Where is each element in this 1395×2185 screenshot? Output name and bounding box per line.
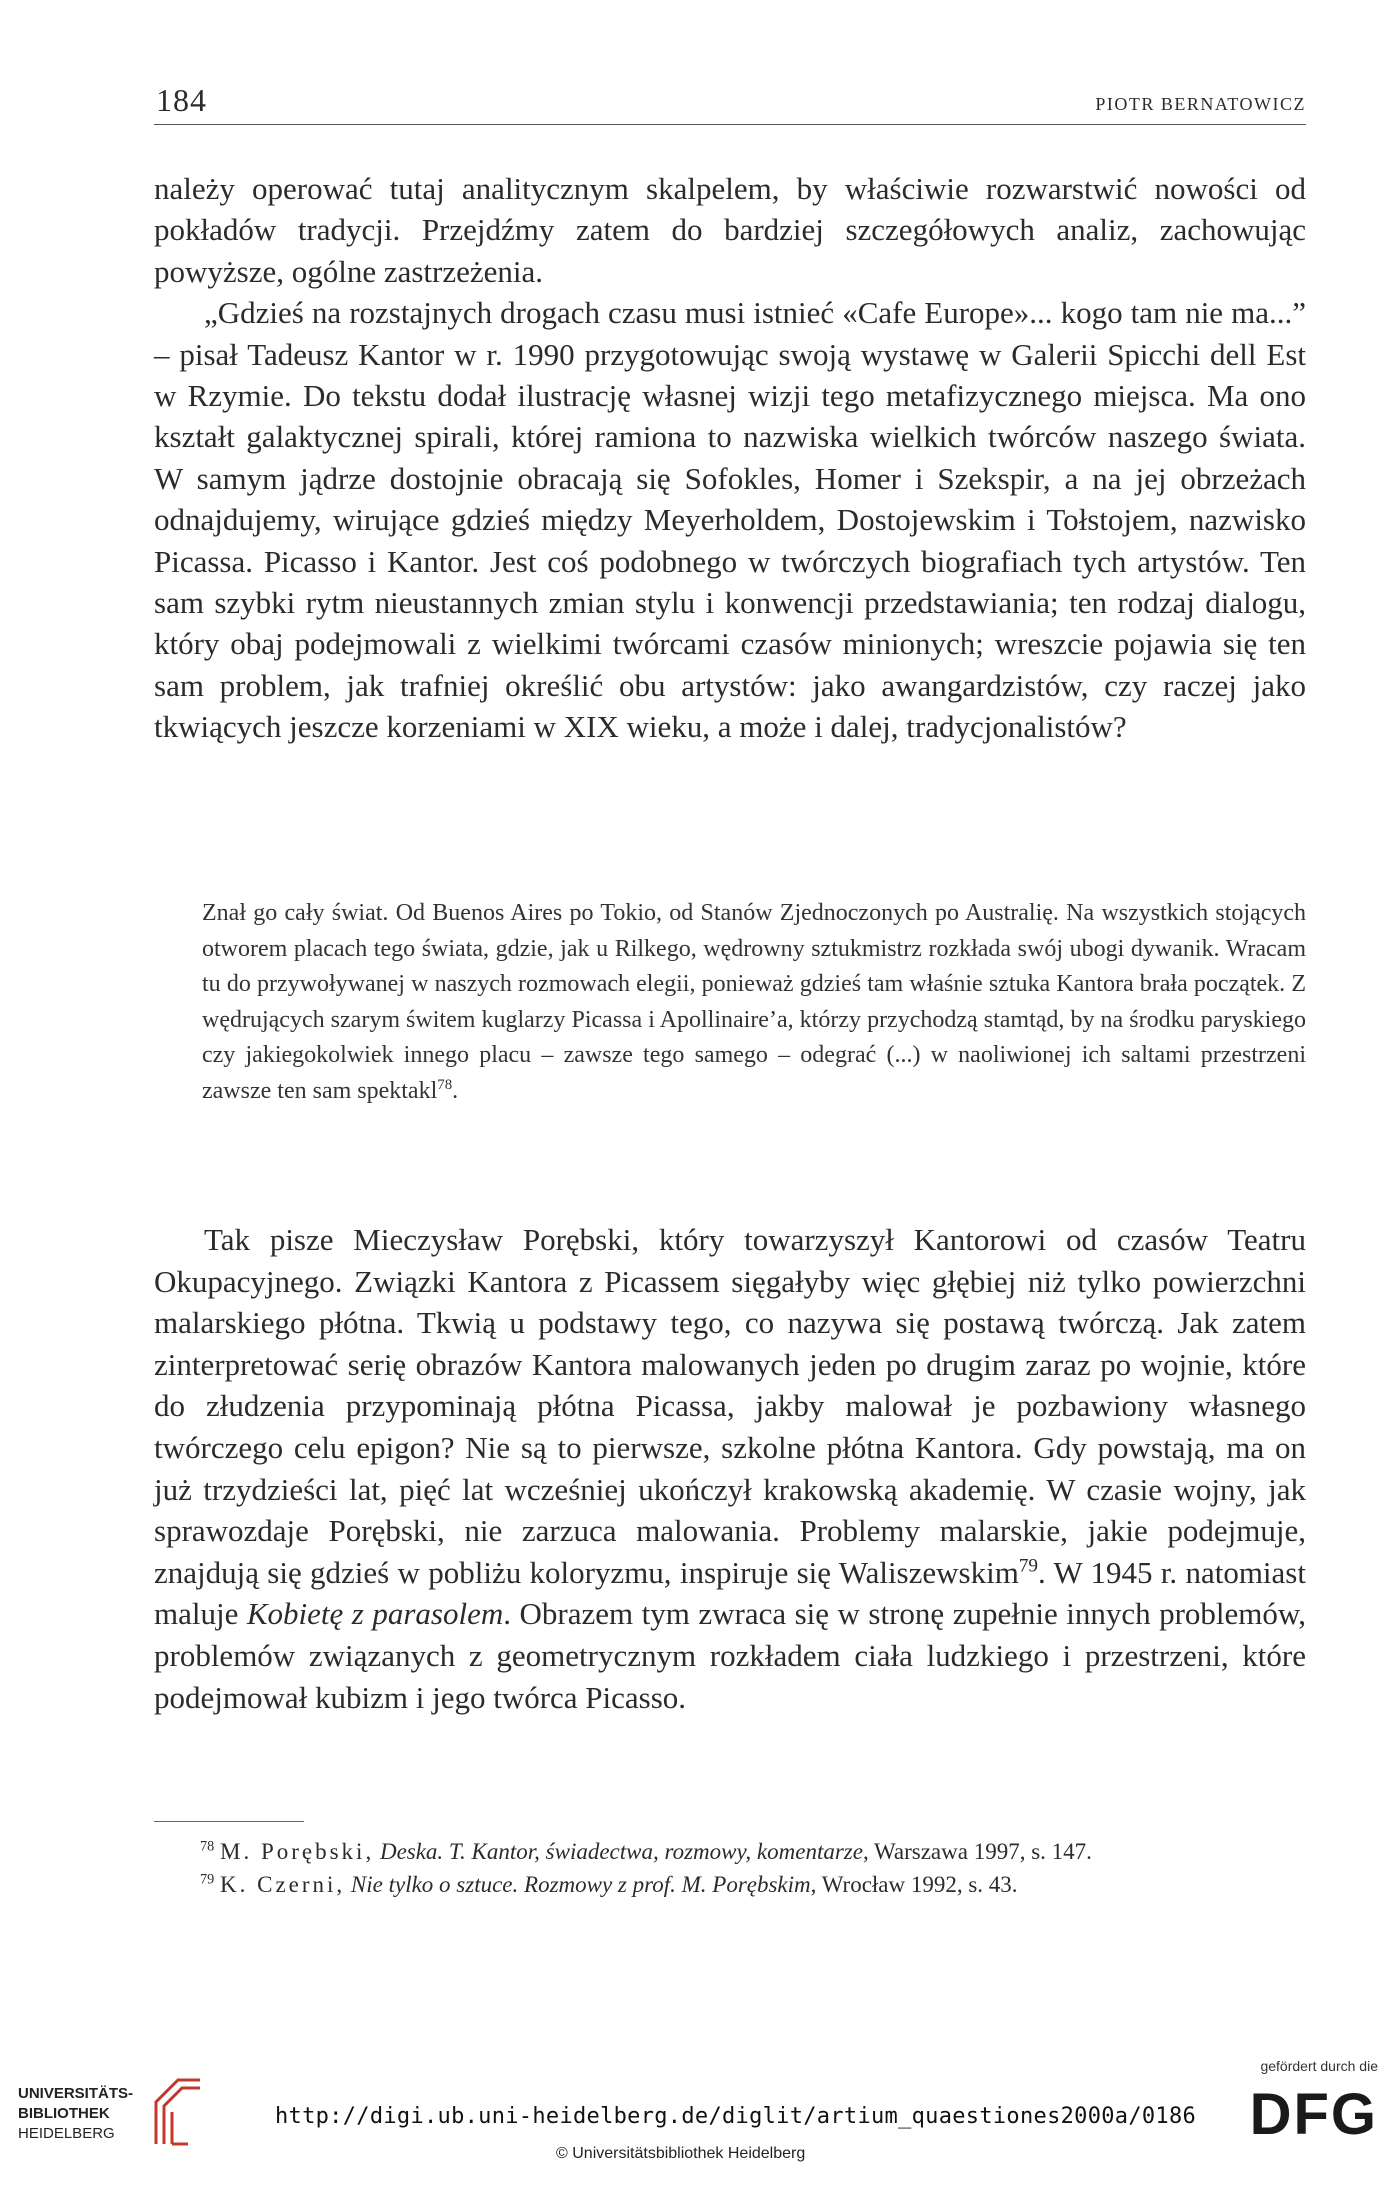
running-author: PIOTR BERNATOWICZ <box>1095 94 1306 114</box>
footnote-79 <box>154 1868 1306 1901</box>
funding-caption: gefördert durch die <box>1260 2058 1378 2074</box>
library-line-2: BIBLIOTHEK <box>18 2105 110 2122</box>
main-text-continued <box>154 1219 1306 1718</box>
footnote-title: Deska. T. Kantor, świadectwa, rozmowy, komentarze <box>379 1839 863 1864</box>
footnote-rest: , Warszawa 1997, s. 147. <box>862 1839 1092 1864</box>
footnotes <box>154 1835 1306 1901</box>
quote-end: . <box>452 1077 459 1104</box>
block-quote <box>202 896 1306 1109</box>
quote-text: Znał go cały świat. Od Buenos Aires po Tokio, od Stanów Zjednoczonych po Australię. Na wszystkich stojących otworem placach tego świata, gdzie, jak u Rilkego, wędrowny sztukmistrz rozkłada swój ubogi dywanik. Wracam tu do przywoływanej w naszych rozmowach elegii, ponieważ gdzieś tam właśnie sztuka Kantora brała początek. Z wędrujących szarym świtem kuglarzy Picassa i Apollinaire’a, którzy przychodzą stamtąd, by na środku paryskiego czy jakiegokolwiek innego placu – zawsze tego samego – odegrać (...) w naoliwionej ich saltami przestrzeni zawsze ten sam spektakl <box>202 900 1306 1104</box>
paragraph-1: należy operować tutaj analitycznym skalpelem, by właściwie rozwarstwić nowości od pokładów tradycji. Przejdźmy zatem do bardziej szczegółowych analiz, zachowując powyższe, ogólne zastrzeżenia. <box>154 171 1306 289</box>
digitization-footer <box>0 2046 1395 2185</box>
library-line-3: HEIDELBERG <box>18 2125 115 2142</box>
paragraph-3-part-b: . W 1945 r. natomiast maluje <box>154 1554 1306 1632</box>
footnote-rest: , Wrocław 1992, s. 43. <box>810 1872 1018 1897</box>
footnote-ref-78[interactable]: 78 <box>437 1076 453 1093</box>
quote-paragraph <box>202 896 1306 1109</box>
footnote-number: 78 <box>200 1838 215 1855</box>
main-text <box>154 168 1306 748</box>
dfg-logo: DFG <box>1249 2082 1378 2147</box>
library-mark-icon <box>148 2072 208 2152</box>
artwork-title: Kobietę z parasolem <box>246 1596 504 1632</box>
paragraph-3-part-c: . Obrazem tym zwraca się w stronę zupełnie innych problemów, problemów związanych z geometrycznym rozkładem ciała ludzkiego i przestrzeni, które podejmował kubizm i jego twórca Picasso. <box>154 1596 1307 1715</box>
running-header <box>154 82 1306 125</box>
footnote-author: K. Czerni, <box>220 1872 346 1897</box>
paragraph-2: „Gdzieś na rozstajnych drogach czasu musi istnieć «Cafe Europe»... kogo tam nie ma...” – pisał Tadeusz Kantor w r. 1990 przygotowując swoją wystawę w Galerii Spicchi dell Est w Rzymie. Do tekstu dodał ilustrację własnej wizji tego metafizycznego miejsca. Ma ono kształt galaktycznej spirali, której ramiona to nazwiska wielkich twórców naszego świata. W samym jądrze dostojnie obracają się Sofokles, Homer i Szekspir, a na jej obrzeżach odnajdujemy, wirujące gdzieś między Meyerholdem, Dostojewskim i Tołstojem, nazwisko Picassa. Picasso i Kantor. Jest coś podobnego w twórczych biografiach tych artystów. Ten sam szybki rytm nieustannych zmian stylu i konwencji przedstawiania; ten rodzaj dialogu, który obaj podejmowali z wielkimi twórcami czasów minionych; wreszcie pojawia się ten sam problem, jak trafniej określić obu artystów: jako awangardzistów, czy raczej jako tkwiących jeszcze korzeniami w XIX wieku, a może i dalej, tradycjonalistów? <box>154 295 1306 745</box>
footnote-title: Nie tylko o sztuce. Rozmowy z prof. M. Porębskim <box>350 1872 811 1897</box>
footnote-78 <box>154 1835 1306 1868</box>
page-number: 184 <box>156 82 207 118</box>
source-url-link[interactable]: http://digi.ub.uni-heidelberg.de/diglit/artium_quaestiones2000a/0186 <box>275 2104 1197 2129</box>
library-name <box>18 2084 133 2144</box>
paragraph-3 <box>154 1219 1306 1718</box>
paragraph-3-part-a: Tak pisze Mieczysław Porębski, który towarzyszył Kantorowi od czasów Teatru Okupacyjnego. Związki Kantora z Picassem sięgałyby więc głębiej niż tylko powierzchni malarskiego płótna. Tkwią u podstawy tego, co nazywa się postawą twórczą. Jak zatem zinterpretować serię obrazów Kantora malowanych jeden po drugim zaraz po wojnie, które do złudzenia przypominają płótna Picassa, jakby malował je pozbawiony własnego twórczego celu epigon? Nie są to pierwsze, szkolne płótna Kantora. Gdy powstają, ma on już trzydzieści lat, pięć lat wcześniej ukończył krakowską akademię. W czasie wojny, jak sprawozdaje Porębski, nie zarzuca malowania. Problemy malarskie, jakie podejmuje, znajdują się gdzieś w pobliżu koloryzmu, inspiruje się Waliszewskim <box>154 1222 1306 1590</box>
footnote-number: 79 <box>200 1871 215 1888</box>
footnote-ref-79[interactable]: 79 <box>1018 1555 1039 1577</box>
library-line-1: UNIVERSITÄTS- <box>18 2085 134 2102</box>
library-logo <box>18 2072 218 2172</box>
footnote-author: M. Porębski, <box>220 1839 375 1864</box>
copyright-notice: © Universitätsbibliothek Heidelberg <box>556 2145 806 2162</box>
footnote-rule <box>154 1821 304 1822</box>
dfg-funding <box>1228 2058 1378 2168</box>
